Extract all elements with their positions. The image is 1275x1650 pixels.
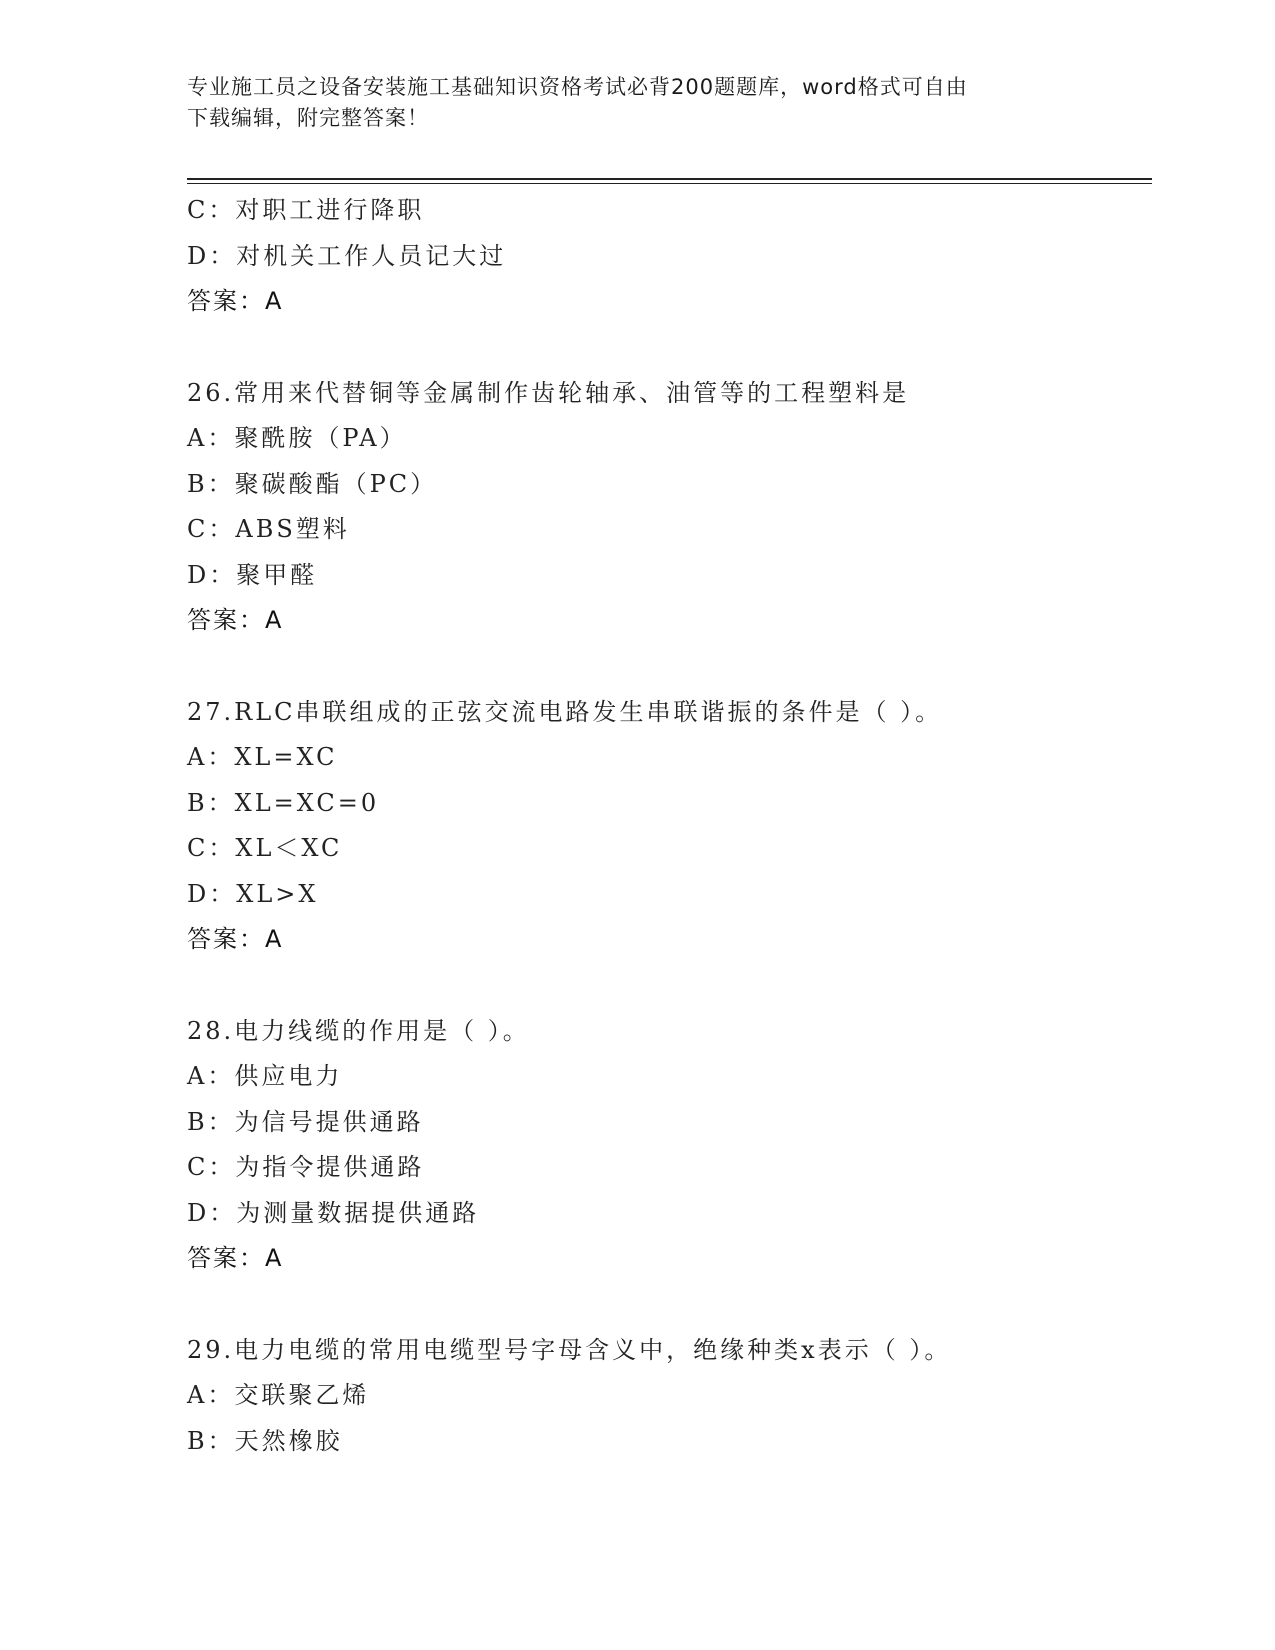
- answer-line: 答案：A: [187, 1244, 284, 1272]
- answer-line: 答案：A: [187, 606, 284, 634]
- option-d: D：为测量数据提供通路: [187, 1198, 480, 1227]
- option-c: C：为指令提供通路: [187, 1153, 425, 1181]
- option-d: D：对机关工作人员记大过: [187, 241, 507, 270]
- question-stem: 28.电力线缆的作用是（ ）。: [187, 1016, 530, 1045]
- option-a: A：供应电力: [187, 1062, 343, 1090]
- option-a: A：XL=XC: [187, 743, 338, 771]
- option-c: C：XL＜XC: [187, 834, 343, 862]
- question-26: [187, 371, 1147, 644]
- question-25-fragment: [187, 188, 1147, 325]
- question-list: [187, 188, 1147, 1464]
- header-divider-top: [187, 178, 1152, 180]
- spacer: [187, 1282, 1147, 1328]
- question-stem: 29.电力电缆的常用电缆型号字母含义中，绝缘种类x表示（ ）。: [187, 1335, 952, 1364]
- header-divider-bottom: [187, 183, 1152, 184]
- header-line-1: 专业施工员之设备安装施工基础知识资格考试必背200题题库，word格式可自由: [187, 75, 968, 99]
- question-28: [187, 1009, 1147, 1282]
- question-stem: 26.常用来代替铜等金属制作齿轮轴承、油管等的工程塑料是: [187, 378, 910, 407]
- option-b: B：天然橡胶: [187, 1426, 343, 1455]
- answer-line: 答案：A: [187, 925, 284, 953]
- option-c: C：ABS塑料: [187, 515, 350, 543]
- option-a: A：聚酰胺（PA）: [187, 424, 407, 452]
- answer-line: 答案：A: [187, 287, 284, 315]
- option-b: B：聚碳酸酯（PC）: [187, 469, 438, 498]
- question-29: [187, 1328, 1147, 1465]
- option-d: D：XL>X: [187, 879, 319, 908]
- question-27: [187, 690, 1147, 963]
- option-a: A：交联聚乙烯: [187, 1381, 370, 1409]
- option-c: C：对职工进行降职: [187, 196, 425, 224]
- spacer: [187, 325, 1147, 371]
- spacer: [187, 963, 1147, 1009]
- spacer: [187, 644, 1147, 690]
- header-line-2: 下载编辑，附完整答案！: [187, 106, 429, 130]
- option-b: B：为信号提供通路: [187, 1107, 424, 1136]
- option-b: B：XL=XC=0: [187, 788, 380, 817]
- question-stem: 27.RLC串联组成的正弦交流电路发生串联谐振的条件是（ ）。: [187, 697, 943, 726]
- document-header: [187, 72, 1067, 134]
- option-d: D：聚甲醛: [187, 560, 318, 589]
